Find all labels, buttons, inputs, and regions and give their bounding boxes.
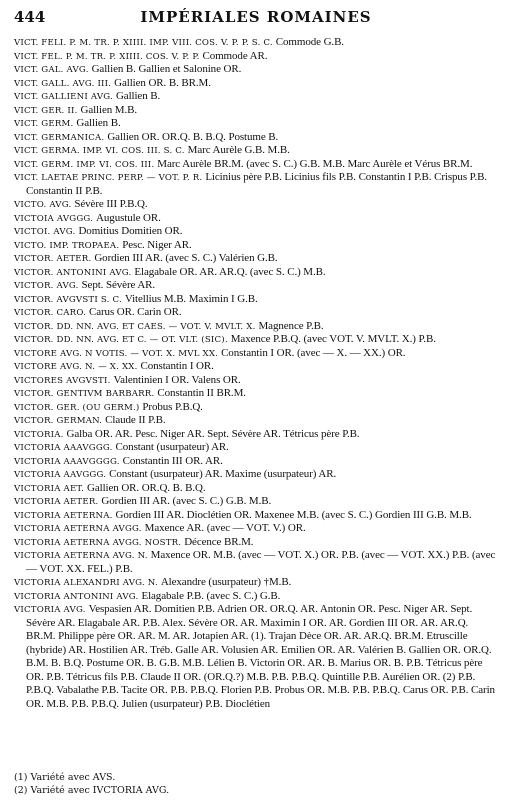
legend-entry [14, 144, 498, 158]
legend-entry [14, 333, 498, 347]
legend-entry [14, 428, 498, 442]
emperor-metal-list: Magnence P.B. [258, 319, 324, 332]
coin-legend: VICTORIA ALEXANDRI AVG. N. [14, 578, 158, 588]
coin-legend: VICT. LAETAE PRINC. PERP. — VOT. P. R. [14, 173, 203, 183]
emperor-metal-list: Sévère III P.B.Q. [74, 198, 148, 210]
emperor-metal-list: Maxence P.B.Q. (avec VOT. V. MVLT. X.) P.B. [230, 333, 436, 345]
emperor-metal-list: Commode AR. [202, 49, 268, 62]
legend-entry [14, 320, 498, 334]
coin-legend: VICTOR. GERMAN. [14, 416, 103, 426]
footnotes [14, 772, 494, 797]
coin-legend: VICT. GALL. AVG. III. [14, 78, 112, 89]
coin-legend: VICTORIA AETERNA AVG. N. [14, 551, 148, 561]
coin-legend: VICT. GER. II. [14, 105, 78, 116]
legend-entry [14, 495, 498, 509]
legend-entry [14, 36, 498, 50]
emperor-metal-list: Vitellius M.B. Maximin I G.B. [124, 292, 258, 305]
legend-entry [14, 212, 498, 226]
coin-legend: VICT. GAL. AVG. [14, 65, 89, 75]
legend-entry [14, 306, 498, 320]
legend-entry [14, 90, 498, 104]
coin-legend: VICTOR. AETER. [14, 254, 92, 264]
footnote-text: Variété avec AVS. [30, 772, 116, 783]
coin-legend: VICTOR. ANTONINI AVG. [14, 267, 132, 278]
footnote [14, 785, 494, 798]
emperor-metal-list: Gallien B. Gallien et Salonine OR. [91, 63, 242, 75]
emperor-metal-list: Elagabale P.B. (avec S. C.) G.B. [141, 589, 281, 602]
coin-legend: VICTORE AVG. N VOTIS. — VOT. X. MVL XX. [14, 348, 219, 359]
coin-legend: VICTORIA AETERNA. [14, 510, 113, 521]
coin-legend: VICTOR. AVG. [14, 281, 79, 291]
coin-legend: VICTORE AVG. N. — X. XX. [14, 362, 138, 372]
legend-entry [14, 374, 498, 388]
emperor-metal-list: Commode G.B. [275, 36, 344, 48]
emperor-metal-list: Licinius père P.B. Licinius fils P.B. Constantin I P.B. Crispus P.B. Constantin II P.B. [26, 171, 487, 197]
emperor-metal-list: Alexandre (usurpateur) †M.B. [160, 576, 292, 588]
legend-entry [14, 536, 498, 550]
coin-legend: VICT. GERM. IMP. VI. COS. III. [14, 159, 155, 170]
coin-legend: VICTORIA AAVGGG. [14, 470, 107, 480]
coin-legend: VICTORIA AAAVGGGG. [14, 456, 120, 467]
emperor-metal-list: Constantin I OR. (avec — X. — XX.) OR. [221, 346, 406, 359]
legend-entry [14, 549, 498, 576]
coin-legend: VICTORIA AET. [14, 483, 85, 494]
footnote [14, 772, 494, 785]
legend-entry [14, 77, 498, 91]
legend-entry [14, 441, 498, 455]
legend-entry [14, 482, 498, 496]
emperor-metal-list: Probus P.B.Q. [142, 400, 203, 413]
legend-entry [14, 509, 498, 523]
coin-legend: VICT. GERM. [14, 119, 74, 129]
emperor-metal-list: Constant (usurpateur) AR. [115, 441, 229, 453]
legend-entry [14, 360, 498, 374]
entry-list [14, 36, 498, 711]
coin-legend: VICTORIA AETERNA AVGG. [14, 524, 142, 534]
legend-entry [14, 414, 498, 428]
coin-legend: VICT. GALLIENI AVG. [14, 92, 113, 102]
emperor-metal-list: Gallien M.B. [80, 103, 138, 116]
legend-entry [14, 279, 498, 293]
legend-entry [14, 603, 498, 711]
emperor-metal-list: Constantin III OR. AR. [122, 454, 223, 467]
emperor-metal-list: Gallien B. [76, 117, 121, 129]
legend-entry [14, 171, 498, 198]
coin-legend: VICTORIA AETERNA AVGG. NOSTR. [14, 537, 182, 548]
legend-entry [14, 198, 498, 212]
coin-legend: VICTOR. DD. NN. AVG. ET CAES. — VOT. V. MVLT. X. [14, 321, 256, 332]
coin-legend: VICTOI. AVG. [14, 227, 76, 237]
page-header [14, 6, 498, 32]
coin-legend: VICTORIA AETER. [14, 497, 99, 507]
legend-entry [14, 158, 498, 172]
emperor-metal-list: Maxence AR. (avec — VOT. V.) OR. [144, 522, 306, 534]
page-number: 444 [14, 8, 46, 26]
coin-legend: VICT. FEL. P. M. TR. P. XIIII. COS. V. P. P. [14, 51, 200, 62]
emperor-metal-list: Sept. Sévère AR. [81, 279, 156, 291]
coin-legend: VICTORIA AVG. [14, 605, 86, 615]
coin-legend: VICTOR. GENTIVM BARBARR. [14, 389, 155, 399]
emperor-metal-list: Gordien III AR. (avec S. C.) Valérien G.B. [94, 252, 278, 264]
emperor-metal-list: Gallien B. [115, 90, 161, 102]
running-title: IMPÉRIALES ROMAINES [140, 8, 372, 26]
emperor-metal-list: Décence BR.M. [184, 535, 254, 548]
legend-entry [14, 590, 498, 604]
emperor-metal-list: Gallien OR. OR.Q. B. B.Q. [87, 481, 206, 494]
footnote-text: Variété avec IVCTORIA AVG. [30, 784, 170, 796]
coin-legend: VICTO. IMP. TROPAEA. [14, 240, 120, 251]
coin-legend: VICT. FELI. P. M. TR. P. XIIII. IMP. VIII. COS. V. P. P. S. C. [14, 38, 273, 48]
legend-entry [14, 50, 498, 64]
coin-legend: VICTOR. DD. NN. AVG. ET C. — OT. VLT. (SIC). [14, 335, 228, 345]
coin-legend: VICTOR. AVGVSTI S. C. [14, 294, 122, 305]
coin-legend: VICT. GERMA. IMP. VI. COS. III. S. C. [14, 146, 185, 156]
coin-legend: VICTORIA. [14, 429, 64, 440]
legend-entry [14, 401, 498, 415]
legend-entry [14, 266, 498, 280]
legend-entry [14, 63, 498, 77]
legend-entry [14, 455, 498, 469]
legend-entry [14, 117, 498, 131]
emperor-metal-list: Marc Aurèle BR.M. (avec S. C.) G.B. M.B. Marc Aurèle et Vérus BR.M. [157, 157, 473, 170]
emperor-metal-list: Valentinien I OR. Valens OR. [113, 373, 241, 386]
legend-entry [14, 131, 498, 145]
page [14, 6, 498, 711]
legend-entry [14, 576, 498, 590]
legend-entry [14, 293, 498, 307]
emperor-metal-list: Gallien OR. B. BR.M. [114, 76, 211, 89]
coin-legend: VICTOIA AVGGG. [14, 213, 94, 224]
legend-entry [14, 225, 498, 239]
emperor-metal-list: Constantin II BR.M. [157, 387, 246, 399]
footnote-mark: (1) [14, 772, 28, 783]
emperor-metal-list: Galba OR. AR. Pesc. Niger AR. Sept. Sévère AR. Tétricus père P.B. [66, 427, 360, 440]
emperor-metal-list: Constantin I OR. [140, 360, 214, 372]
legend-entry [14, 468, 498, 482]
emperor-metal-list: Constant (usurpateur) AR. Maxime (usurpateur) AR. [109, 468, 337, 480]
emperor-metal-list: Carus OR. Carin OR. [88, 306, 182, 318]
emperor-metal-list: Marc Aurèle G.B. M.B. [187, 144, 290, 156]
emperor-metal-list: Vespasien AR. Domitien P.B. Adrien OR. OR.Q. AR. Antonin OR. Pesc. Niger AR. Sept. Sévère AR. Elagabale AR. P.B. Alex. Sévère OR. AR. Maximin I OR. AR. Gordien III OR. AR. AR.Q. BR.M. Philippe père OR. AR. M. AR. Jotapien AR. (1). Trajan Dèce OR. AR. AR.Q. BR.M. Etruscille (hybride) AR. Hostilien AR. Tréb. Galle AR. Volusien AR. Emilien OR. AR. Valérien B. Gallien OR. OR.Q. B.M. B. B.Q. Postume OR. B. G.B. M.B. Lélien B. Victorin OR. AR. B. Marius OR. B. P.B. Tétricus père OR. P.B. Tétricus fils P.B. Claude II OR. (OR.Q.?) M.B. P.B. P.B.Q. Quintille P.B. Aurélien OR. (2) P.B. P.B.Q. Vabalathe P.B. Tacite OR. P.B. P.B.Q. Florien P.B. Probus OR. M.B. P.B. P.B.Q. Carus OR. P.B. Carin OR. M.B. P.B. P.B.Q. Julien (usurpateur) P.B. Dioclétien [26, 603, 495, 710]
emperor-metal-list: Gordien III AR. Dioclétien OR. Maxenee M.B. (avec S. C.) Gordien III G.B. M.B. [115, 508, 472, 521]
emperor-metal-list: Pesc. Niger AR. [122, 238, 192, 251]
coin-legend: VICTOR. GER. (OU GERM.) [14, 402, 140, 413]
emperor-metal-list: Gallien OR. OR.Q. B. B.Q. Postume B. [107, 130, 279, 143]
emperor-metal-list: Maxence OR. M.B. (avec — VOT. X.) OR. P.B. (avec — VOT. XX.) P.B. (avec — VOT. XX. FEL.) P.B. [26, 549, 496, 575]
coin-legend: VICTORIA AAAVGGG. [14, 443, 113, 453]
emperor-metal-list: Elagabale OR. AR. AR.Q. (avec S. C.) M.B. [134, 265, 326, 278]
legend-entry [14, 387, 498, 401]
emperor-metal-list: Domitius Domitien OR. [78, 225, 183, 237]
emperor-metal-list: Augustule OR. [96, 211, 161, 224]
legend-entry [14, 104, 498, 118]
coin-legend: VICTO. AVG. [14, 200, 72, 210]
emperor-metal-list: Gordien III AR. (avec S. C.) G.B. M.B. [101, 495, 272, 507]
emperor-metal-list: Claude II P.B. [105, 414, 166, 426]
legend-entry [14, 347, 498, 361]
coin-legend: VICTORIA ANTONINI AVG. [14, 591, 139, 602]
coin-legend: VICT. GERMANICA. [14, 132, 105, 143]
legend-entry [14, 522, 498, 536]
legend-entry [14, 252, 498, 266]
coin-legend: VICTORES AVGVSTI. [14, 375, 111, 386]
legend-entry [14, 239, 498, 253]
coin-legend: VICTOR. CARO. [14, 308, 87, 318]
footnote-mark: (2) [14, 784, 28, 796]
